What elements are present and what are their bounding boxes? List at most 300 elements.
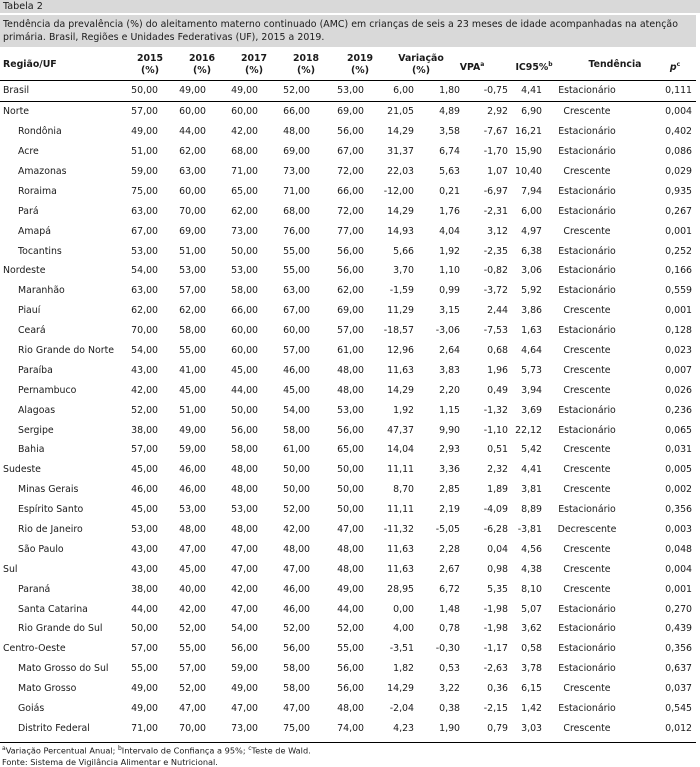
cell-vpa: 1,10 xyxy=(439,265,460,277)
cell-2015: 57,00 xyxy=(131,444,158,456)
cell-region: Sudeste xyxy=(3,464,41,476)
cell-2018: 52,00 xyxy=(283,623,310,635)
cell-variation: -11,32 xyxy=(383,524,414,536)
table-row xyxy=(0,360,696,380)
cell-2016: 49,00 xyxy=(179,424,206,436)
table-row xyxy=(0,539,696,559)
cell-p: 0,270 xyxy=(665,603,692,615)
cell-variation: 1,82 xyxy=(393,663,414,675)
cell-region: Espírito Santo xyxy=(18,504,84,516)
cell-region: Roraima xyxy=(18,185,57,197)
cell-vpa: 3,22 xyxy=(439,683,460,695)
cell-2017: 54,00 xyxy=(231,623,258,635)
cell-ic95-low: -1,98 xyxy=(483,623,508,635)
footnote-a-marker: a xyxy=(2,745,6,752)
cell-vpa: 0,99 xyxy=(439,285,460,297)
cell-p: 0,026 xyxy=(665,384,692,396)
header-ic95-label: IC95% xyxy=(515,62,549,74)
cell-p: 0,037 xyxy=(665,683,692,695)
cell-2015: 52,00 xyxy=(131,404,158,416)
cell-ic95-low: -1,17 xyxy=(483,643,508,655)
footnote-c-text: Teste de Wald. xyxy=(251,745,311,756)
table-row xyxy=(0,619,696,639)
cell-2017: 47,00 xyxy=(231,603,258,615)
cell-2019: 65,00 xyxy=(337,444,364,456)
cell-variation: 47,37 xyxy=(387,424,414,436)
cell-2015: 63,00 xyxy=(131,285,158,297)
cell-2019: 48,00 xyxy=(337,543,364,555)
cell-2015: 54,00 xyxy=(131,265,158,277)
cell-vpa: 4,04 xyxy=(439,225,460,237)
cell-2018: 67,00 xyxy=(283,305,310,317)
cell-2018: 52,00 xyxy=(283,504,310,516)
cell-2015: 63,00 xyxy=(131,205,158,217)
table-row xyxy=(0,321,696,341)
cell-2019: 52,00 xyxy=(337,623,364,635)
cell-ic95-high: 10,40 xyxy=(515,166,542,177)
cell-2016: 58,00 xyxy=(179,325,206,337)
cell-region: Ceará xyxy=(18,325,46,337)
footnote-abbreviations xyxy=(2,745,311,756)
cell-2017: 47,00 xyxy=(231,543,258,555)
cell-2016: 49,00 xyxy=(162,81,214,101)
cell-variation: 14,93 xyxy=(387,225,414,237)
cell-2018: 71,00 xyxy=(283,185,310,197)
cell-p: 0,935 xyxy=(665,185,692,197)
cell-trend: Estacionário xyxy=(558,504,616,516)
cell-2016: 60,00 xyxy=(179,106,206,118)
cell-variation: -2,04 xyxy=(389,703,414,715)
table-row xyxy=(0,440,696,460)
cell-region: Brasil xyxy=(0,81,118,101)
cell-p: 0,029 xyxy=(665,166,692,177)
table-row xyxy=(0,480,696,500)
cell-ic95-low: 0,79 xyxy=(487,722,508,734)
cell-2018: 46,00 xyxy=(283,364,310,376)
cell-2018: 58,00 xyxy=(283,663,310,675)
footnote-a-text: Variação Percentual Anual; xyxy=(5,745,118,756)
cell-vpa: 2,85 xyxy=(439,484,460,496)
cell-ic95-high: 3,69 xyxy=(521,404,542,416)
cell-ic95-low: 2,32 xyxy=(487,464,508,476)
cell-2016: 41,00 xyxy=(179,364,206,376)
cell-2019: 56,00 xyxy=(337,683,364,695)
cell-2019: 69,00 xyxy=(337,106,364,118)
cell-ic95-high: 3,78 xyxy=(521,663,542,675)
cell-2019: 55,00 xyxy=(337,643,364,655)
cell-ic95-low: -2,35 xyxy=(483,245,508,257)
table-row xyxy=(0,599,696,619)
cell-variation: 11,29 xyxy=(387,305,414,317)
cell-ic95-low: 0,04 xyxy=(487,543,508,555)
cell-trend: Crescente xyxy=(563,166,611,177)
cell-2016: 45,00 xyxy=(179,563,206,575)
cell-2019: 74,00 xyxy=(337,722,364,734)
cell-ic95-high: 4,41 xyxy=(521,464,542,476)
cell-ic95-high: -3,81 xyxy=(517,524,542,536)
cell-2018: 50,00 xyxy=(283,484,310,496)
cell-p: 0,559 xyxy=(665,285,692,297)
cell-trend: Estacionário xyxy=(558,424,616,436)
cell-ic95-low: -0,75 xyxy=(468,81,512,101)
cell-2019: 66,00 xyxy=(337,185,364,197)
cell-2015: 38,00 xyxy=(131,583,158,595)
cell-ic95-high: 6,15 xyxy=(521,683,542,695)
cell-2018: 47,00 xyxy=(283,563,310,575)
cell-vpa: -5,05 xyxy=(435,524,460,536)
footnote-c-marker: c xyxy=(248,745,252,752)
cell-2016: 69,00 xyxy=(179,225,206,237)
cell-ic95-low: -1,32 xyxy=(483,404,508,416)
cell-p: 0,128 xyxy=(665,325,692,337)
cell-2016: 47,00 xyxy=(179,543,206,555)
cell-ic95-low: -6,28 xyxy=(483,524,508,536)
cell-2017: 62,00 xyxy=(231,205,258,217)
cell-p: 0,048 xyxy=(665,543,692,555)
cell-p: 0,545 xyxy=(665,703,692,715)
cell-variation: 6,00 xyxy=(372,81,424,101)
cell-2019: 53,00 xyxy=(318,81,372,101)
cell-2018: 75,00 xyxy=(283,722,310,734)
cell-vpa: 1,90 xyxy=(439,722,460,734)
cell-p: 0,065 xyxy=(665,424,692,436)
cell-ic95-high: 22,12 xyxy=(515,424,542,436)
cell-2018: 48,00 xyxy=(283,126,310,138)
cell-p: 0,252 xyxy=(665,245,692,257)
cell-2019: 67,00 xyxy=(337,146,364,158)
cell-2016: 51,00 xyxy=(179,404,206,416)
cell-2015: 45,00 xyxy=(131,504,158,516)
cell-ic95-high: 3,62 xyxy=(521,623,542,635)
table-row xyxy=(0,719,696,739)
cell-ic95-low: 3,12 xyxy=(487,225,508,237)
cell-2015: 49,00 xyxy=(131,683,158,695)
cell-p: 0,004 xyxy=(665,106,692,118)
cell-ic95-high: 7,94 xyxy=(521,185,542,197)
cell-region: Alagoas xyxy=(18,404,56,416)
cell-trend: Estacionário xyxy=(558,623,616,635)
cell-2019: 47,00 xyxy=(337,524,364,536)
table-row xyxy=(0,679,696,699)
cell-2016: 62,00 xyxy=(179,146,206,158)
cell-trend: Estacionário xyxy=(558,126,616,138)
cell-ic95-high: 6,90 xyxy=(521,106,542,118)
cell-2016: 51,00 xyxy=(179,245,206,257)
cell-2018: 45,00 xyxy=(283,384,310,396)
cell-2019: 50,00 xyxy=(337,464,364,476)
cell-variation: 21,05 xyxy=(387,106,414,118)
cell-2016: 70,00 xyxy=(179,722,206,734)
cell-2017: 58,00 xyxy=(231,444,258,456)
table-row xyxy=(0,162,696,182)
table-row xyxy=(0,380,696,400)
cell-2016: 62,00 xyxy=(179,305,206,317)
cell-trend: Estacionário xyxy=(558,603,616,615)
cell-2019: 44,00 xyxy=(337,603,364,615)
cell-2019: 48,00 xyxy=(337,563,364,575)
cell-trend: Crescente xyxy=(563,305,611,317)
cell-2017: 73,00 xyxy=(231,722,258,734)
cell-variation: -12,00 xyxy=(383,185,414,197)
cell-region: Amapá xyxy=(18,225,51,237)
cell-2017: 49,00 xyxy=(231,683,258,695)
cell-2015: 59,00 xyxy=(131,166,158,177)
cell-vpa: 0,21 xyxy=(439,185,460,197)
cell-trend: Crescente xyxy=(563,106,611,118)
cell-2018: 58,00 xyxy=(283,424,310,436)
cell-2015: 42,00 xyxy=(131,384,158,396)
cell-variation: 14,04 xyxy=(387,444,414,456)
header-p-label: p xyxy=(669,62,677,74)
cell-2018: 73,00 xyxy=(283,166,310,177)
cell-2017: 60,00 xyxy=(231,345,258,357)
cell-variation: -1,59 xyxy=(389,285,414,297)
header-vpa xyxy=(454,59,490,74)
cell-vpa: 2,20 xyxy=(439,384,460,396)
cell-trend: Estacionário xyxy=(558,245,616,257)
cell-region: Centro-Oeste xyxy=(3,643,66,655)
cell-p: 0,007 xyxy=(665,364,692,376)
cell-variation: -3,51 xyxy=(389,643,414,655)
cell-2019: 61,00 xyxy=(337,345,364,357)
cell-ic95-high: 8,89 xyxy=(521,504,542,516)
cell-2015: 62,00 xyxy=(131,305,158,317)
cell-region: Pará xyxy=(18,205,39,217)
cell-ic95-high: 4,64 xyxy=(521,345,542,357)
cell-trend: Crescente xyxy=(563,722,611,734)
cell-2017: 48,00 xyxy=(231,464,258,476)
cell-2015: 53,00 xyxy=(131,524,158,536)
cell-ic95-high: 3,03 xyxy=(521,722,542,734)
cell-vpa: -0,30 xyxy=(435,643,460,655)
cell-2019: 56,00 xyxy=(337,663,364,675)
cell-p: 0,166 xyxy=(665,265,692,277)
cell-p: 0,111 xyxy=(626,81,696,101)
cell-vpa: 3,83 xyxy=(439,364,460,376)
cell-ic95-low: 0,36 xyxy=(487,683,508,695)
cell-ic95-high: 1,63 xyxy=(521,325,542,337)
cell-2019: 72,00 xyxy=(337,166,364,177)
table-bottom-rule xyxy=(0,742,696,743)
cell-region: Pernambuco xyxy=(18,384,77,396)
cell-2019: 48,00 xyxy=(337,384,364,396)
cell-region: Paraíba xyxy=(18,364,53,376)
table-row xyxy=(0,341,696,361)
header-ic95 xyxy=(504,59,564,74)
cell-ic95-low: 2,92 xyxy=(487,106,508,118)
cell-2018: 63,00 xyxy=(283,285,310,297)
cell-2017: 58,00 xyxy=(231,285,258,297)
cell-variation: 0,00 xyxy=(393,603,414,615)
cell-trend: Estacionário xyxy=(558,265,616,277)
header-2016: 2016 (%) xyxy=(188,53,216,76)
cell-region: Santa Catarina xyxy=(18,603,88,615)
cell-ic95-high: 3,81 xyxy=(521,484,542,496)
cell-variation: 11,63 xyxy=(387,543,414,555)
cell-2018: 42,00 xyxy=(283,524,310,536)
cell-2016: 55,00 xyxy=(179,643,206,655)
cell-variation: 12,96 xyxy=(387,345,414,357)
cell-2016: 46,00 xyxy=(179,484,206,496)
cell-trend: Crescente xyxy=(563,543,611,555)
cell-ic95-low: -0,82 xyxy=(483,265,508,277)
cell-region: Acre xyxy=(18,146,39,158)
cell-variation: 11,11 xyxy=(387,464,414,476)
cell-2017: 53,00 xyxy=(231,504,258,516)
cell-trend: Decrescente xyxy=(557,524,617,536)
cell-2018: 56,00 xyxy=(283,643,310,655)
cell-2017: 42,00 xyxy=(231,126,258,138)
cell-trend: Crescente xyxy=(563,444,611,456)
cell-2018: 57,00 xyxy=(283,345,310,357)
cell-vpa: 3,58 xyxy=(439,126,460,138)
cell-ic95-high: 6,38 xyxy=(521,245,542,257)
cell-region: Amazonas xyxy=(18,166,67,177)
cell-trend: Estacionário xyxy=(558,205,616,217)
table-row xyxy=(0,221,696,241)
cell-variation: 11,11 xyxy=(387,504,414,516)
cell-2019: 62,00 xyxy=(337,285,364,297)
cell-ic95-low: -7,53 xyxy=(483,325,508,337)
cell-variation: 1,92 xyxy=(393,404,414,416)
cell-ic95-high: 4,41 xyxy=(512,81,548,101)
cell-ic95-low: -3,72 xyxy=(483,285,508,297)
cell-2019: 69,00 xyxy=(337,305,364,317)
cell-p: 0,002 xyxy=(665,484,692,496)
cell-ic95-low: 1,96 xyxy=(487,364,508,376)
cell-vpa: 4,89 xyxy=(439,106,460,118)
cell-p: 0,402 xyxy=(665,126,692,138)
cell-ic95-low: -1,10 xyxy=(483,424,508,436)
cell-vpa: 3,15 xyxy=(439,305,460,317)
cell-2017: 48,00 xyxy=(231,524,258,536)
cell-vpa: 9,90 xyxy=(439,424,460,436)
cell-trend: Estacionário xyxy=(558,703,616,715)
cell-2019: 56,00 xyxy=(337,126,364,138)
cell-variation: 3,70 xyxy=(393,265,414,277)
cell-ic95-low: 0,51 xyxy=(487,444,508,456)
cell-2017: 68,00 xyxy=(231,146,258,158)
cell-2016: 57,00 xyxy=(179,663,206,675)
table-row xyxy=(0,659,696,679)
cell-2016: 57,00 xyxy=(179,285,206,297)
cell-variation: 11,63 xyxy=(387,364,414,376)
cell-2019: 50,00 xyxy=(337,484,364,496)
cell-2018: 69,00 xyxy=(283,146,310,158)
cell-vpa: 2,93 xyxy=(439,444,460,456)
cell-region: São Paulo xyxy=(18,543,64,555)
cell-ic95-low: -1,98 xyxy=(483,603,508,615)
cell-ic95-low: -1,70 xyxy=(483,146,508,158)
cell-trend: Estacionário xyxy=(558,285,616,297)
cell-ic95-high: 4,38 xyxy=(521,563,542,575)
cell-p: 0,004 xyxy=(665,563,692,575)
cell-2015: 57,00 xyxy=(131,643,158,655)
cell-2015: 46,00 xyxy=(131,484,158,496)
table-row xyxy=(0,122,696,142)
cell-trend: Crescente xyxy=(563,563,611,575)
cell-2015: 53,00 xyxy=(131,245,158,257)
cell-ic95-high: 0,58 xyxy=(521,643,542,655)
cell-p: 0,001 xyxy=(665,583,692,595)
cell-ic95-low: 1,07 xyxy=(487,166,508,177)
cell-2019: 48,00 xyxy=(337,703,364,715)
cell-2015: 49,00 xyxy=(131,703,158,715)
cell-2016: 52,00 xyxy=(179,683,206,695)
cell-region: Piauí xyxy=(18,305,41,317)
cell-2019: 56,00 xyxy=(337,424,364,436)
cell-2016: 60,00 xyxy=(179,185,206,197)
cell-2015: 54,00 xyxy=(131,345,158,357)
cell-2015: 75,00 xyxy=(131,185,158,197)
cell-region: Nordeste xyxy=(3,265,46,277)
cell-2016: 44,00 xyxy=(179,126,206,138)
cell-vpa: -3,06 xyxy=(435,325,460,337)
cell-vpa: 2,28 xyxy=(439,543,460,555)
table-row xyxy=(0,520,696,540)
cell-2019: 57,00 xyxy=(337,325,364,337)
header-trend: Tendência xyxy=(588,59,642,70)
cell-ic95-low: -2,15 xyxy=(483,703,508,715)
cell-region: Sergipe xyxy=(18,424,54,436)
cell-2015: 50,00 xyxy=(131,623,158,635)
cell-vpa: 1,92 xyxy=(439,245,460,257)
cell-2015: 50,00 xyxy=(118,81,162,101)
cell-ic95-low: 1,89 xyxy=(487,484,508,496)
cell-ic95-high: 6,00 xyxy=(521,205,542,217)
cell-2018: 55,00 xyxy=(283,245,310,257)
cell-2015: 43,00 xyxy=(131,563,158,575)
header-p-sup: c xyxy=(676,61,681,68)
header-vpa-label: VPA xyxy=(459,62,481,74)
cell-2019: 53,00 xyxy=(337,404,364,416)
cell-2016: 53,00 xyxy=(179,504,206,516)
cell-2017: 60,00 xyxy=(231,325,258,337)
table-row xyxy=(0,559,696,579)
cell-trend: Crescente xyxy=(563,484,611,496)
cell-2016: 52,00 xyxy=(179,623,206,635)
cell-region: Sul xyxy=(3,563,18,575)
footnote-b-text: Intervalo de Confiança a 95%; xyxy=(121,745,249,756)
cell-p: 0,356 xyxy=(665,643,692,655)
cell-trend: Estacionário xyxy=(558,185,616,197)
cell-2018: 54,00 xyxy=(283,404,310,416)
cell-ic95-high: 3,06 xyxy=(521,265,542,277)
cell-trend: Crescente xyxy=(563,384,611,396)
cell-ic95-low: 0,49 xyxy=(487,384,508,396)
cell-2015: 57,00 xyxy=(131,106,158,118)
cell-region: Distrito Federal xyxy=(18,722,90,734)
cell-2018: 50,00 xyxy=(283,464,310,476)
cell-2018: 58,00 xyxy=(283,683,310,695)
cell-ic95-high: 5,42 xyxy=(521,444,542,456)
cell-region: Bahia xyxy=(18,444,45,456)
cell-ic95-low: -7,67 xyxy=(483,126,508,138)
cell-p: 0,356 xyxy=(665,504,692,516)
cell-2016: 45,00 xyxy=(179,384,206,396)
cell-trend: Crescente xyxy=(563,683,611,695)
cell-p: 0,023 xyxy=(665,345,692,357)
cell-region: Goiás xyxy=(18,703,45,715)
cell-2018: 46,00 xyxy=(283,583,310,595)
cell-ic95-high: 5,73 xyxy=(521,364,542,376)
cell-p: 0,005 xyxy=(665,464,692,476)
header-p xyxy=(660,59,690,74)
cell-2015: 45,00 xyxy=(131,464,158,476)
cell-2016: 55,00 xyxy=(179,345,206,357)
cell-2016: 63,00 xyxy=(179,166,206,177)
cell-2017: 49,00 xyxy=(214,81,266,101)
